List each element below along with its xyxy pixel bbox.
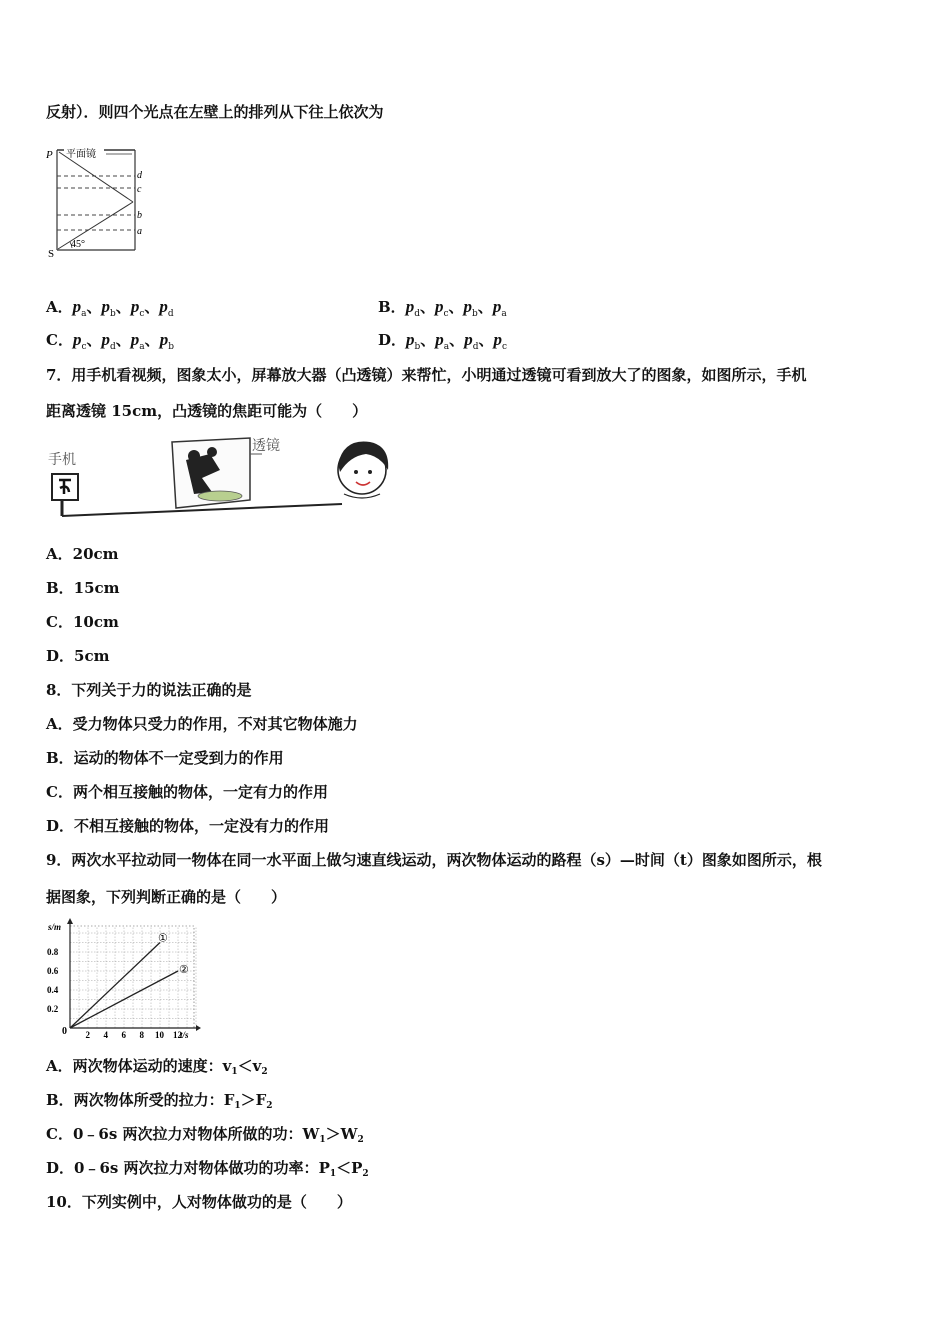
q6-fig-a-label: a	[137, 226, 142, 237]
q6-figure	[44, 142, 156, 260]
q7-option-d[interactable]: D．5cm	[46, 647, 110, 665]
q9-option-d[interactable]: D．0﹣6s 两次拉力对物体做功的功率：$P_1<P_2$	[46, 1159, 369, 1179]
q7-option-c[interactable]: C．10cm	[46, 613, 119, 631]
q9-stem-line2: 据图象，下列判断正确的是（ ）	[46, 888, 287, 906]
q6-fig-mirror-label: 平面镜	[66, 149, 96, 160]
q6-fig-angle-label: 45°	[71, 239, 85, 250]
chart-y-label: s/m	[48, 922, 62, 932]
q8-option-b[interactable]: B．运动的物体不一定受到力的作用	[46, 749, 284, 767]
chart-grid	[70, 926, 196, 1028]
chart-series-label-1: ①	[158, 932, 168, 945]
q8-option-d[interactable]: D．不相互接触的物体，一定没有力的作用	[46, 817, 330, 835]
q7-fig-phone-label: 手机	[48, 453, 76, 468]
q6-stem-tail: 反射）．则四个光点在左壁上的排列从下往上依次为	[46, 103, 384, 121]
chart-series-label-2: ②	[179, 964, 189, 976]
q6-fig-s-label: S	[48, 248, 55, 260]
chart-x-tick-label: 6	[121, 1030, 126, 1040]
q6-option-b[interactable]: B．$p_d$、$p_c$、$p_b$、$p_a$	[378, 297, 507, 319]
chart-x-label: t/s	[180, 1030, 189, 1040]
q8-option-a[interactable]: A．受力物体只受力的作用，不对其它物体施力	[46, 715, 358, 733]
q6-fig-d-label: d	[137, 170, 142, 181]
chart-x-tick-label: 8	[139, 1030, 144, 1040]
q7-stem-line1: 7．用手机看视频，图象太小，屏幕放大器（凸透镜）来帮忙，小明通过透镜可看到放大了的图象，如图所示，手机	[46, 366, 807, 384]
chart-x-tick-label: 10	[155, 1030, 164, 1040]
chart-origin-label: 0	[62, 1026, 67, 1037]
chart-x-tick-label: 4	[103, 1030, 108, 1040]
q7-option-a[interactable]: A．20cm	[46, 545, 119, 563]
q9-option-c[interactable]: C．0﹣6s 两次拉力对物体所做的功：$W_1>W_2$	[46, 1125, 364, 1145]
q6-fig-c-label: c	[137, 184, 142, 195]
q9-option-b[interactable]: B．两次物体所受的拉力：$F_1>F_2$	[46, 1091, 273, 1111]
boy-icon	[338, 441, 388, 498]
q7-fig-lens-label: 透镜	[252, 439, 280, 454]
q8-stem: 8．下列关于力的说法正确的是	[46, 681, 252, 699]
q7-stem-line2: 距离透镜 15cm，凸透镜的焦距可能为（ ）	[46, 402, 368, 420]
chart-y-tick-label: 0.4	[47, 985, 59, 995]
q6-option-a[interactable]: A．$p_a$、$p_b$、$p_c$、$p_d$	[46, 297, 174, 319]
q6-option-c[interactable]: C．$p_c$、$p_d$、$p_a$、$p_b$	[46, 330, 174, 352]
q6-option-d[interactable]: D．$p_b$、$p_a$、$p_d$、$p_c$	[378, 330, 508, 352]
q10-stem: 10．下列实例中，人对物体做功的是（ ）	[46, 1193, 352, 1211]
q9-stem-line1: 9．两次水平拉动同一物体在同一水平面上做匀速直线运动，两次物体运动的路程（s）—时间（t）图象如图所示，根	[46, 851, 822, 869]
q7-option-b[interactable]: B．15cm	[46, 579, 120, 597]
q6-fig-b-label: b	[137, 210, 142, 221]
q8-option-c[interactable]: C．两个相互接触的物体，一定有力的作用	[46, 783, 328, 801]
chart-y-tick-label: 0.6	[47, 966, 59, 976]
chart-y-tick-label: 0.2	[47, 1004, 59, 1014]
q9-st-chart	[44, 916, 204, 1040]
q9-option-a[interactable]: A．两次物体运动的速度：$v_1<v_2$	[46, 1057, 268, 1077]
chart-grid-background	[70, 926, 194, 1028]
chart-x-tick-label: 12	[173, 1030, 182, 1040]
chart-y-tick-label: 0.8	[47, 947, 59, 957]
q7-figure	[44, 430, 404, 522]
chart-x-tick-label: 2	[85, 1030, 90, 1040]
q6-fig-p-label: P	[46, 149, 53, 161]
